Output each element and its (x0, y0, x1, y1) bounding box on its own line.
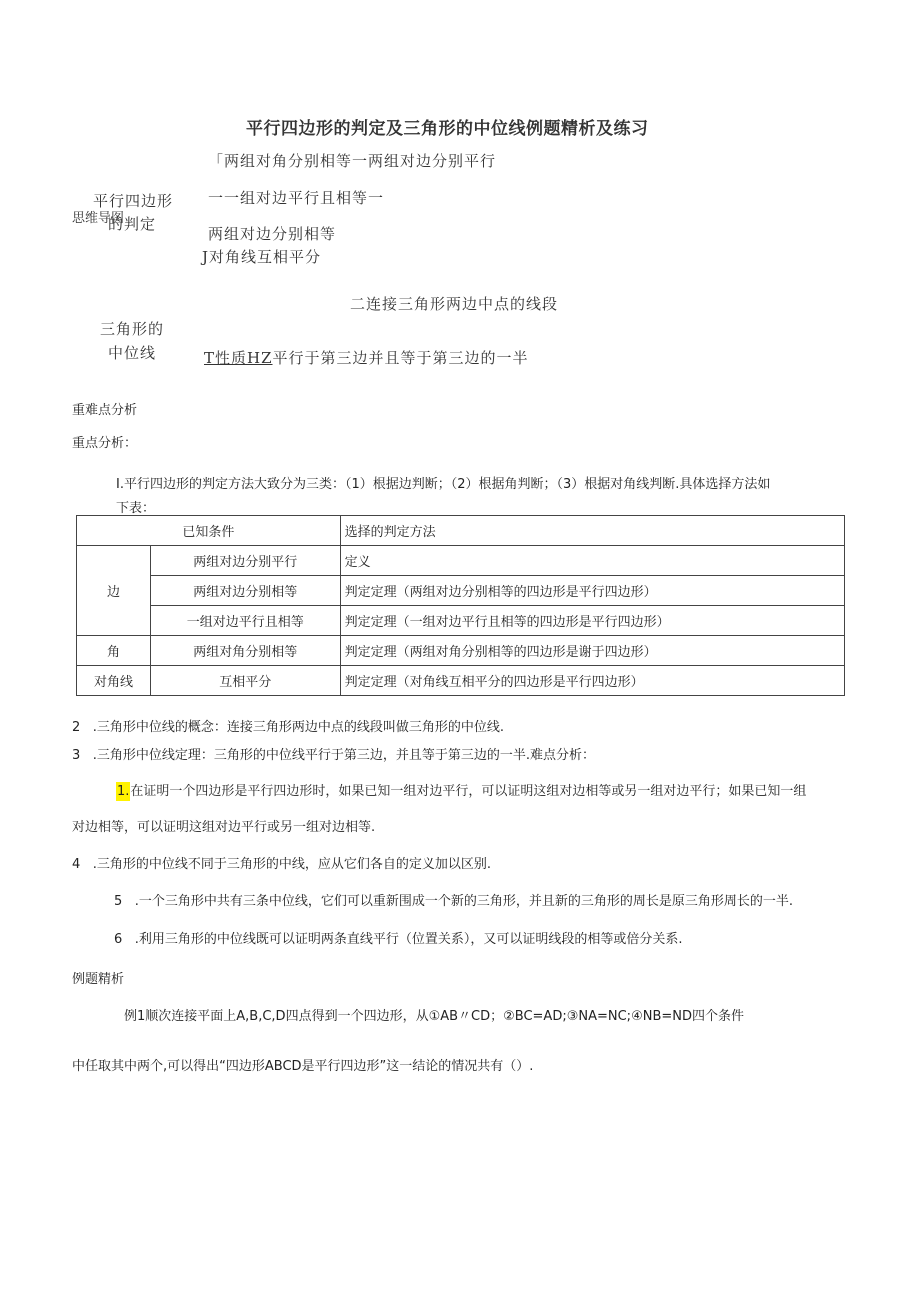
point1-line2: 下表： (116, 501, 156, 516)
condition-cell: 两组对角分别相等 (150, 636, 340, 666)
key-points-heading: 重点分析： (72, 436, 138, 451)
parallelogram-judgement-label-line1: 平行四边形 (93, 192, 174, 210)
header-condition: 已知条件 (77, 516, 341, 546)
difficult1-num: 1. (117, 784, 130, 799)
condition-cell: 一组对边平行且相等 (150, 606, 340, 636)
example1-line2: 中任取其中两个,可以得出“四边形ABCD是平行四边形”这一结论的情况共有（）. (72, 1059, 534, 1074)
mindmap-label: 思维导图 (72, 211, 125, 226)
midline-label-line2: 中位线 (108, 344, 157, 362)
point4-num: 4 (72, 857, 81, 872)
method-cell: 判定定理（两组对角分别相等的四边形是谢于四边形） (340, 636, 844, 666)
point3-text: .三角形中位线定理：三角形的中位线平行于第三边，并且等于第三边的一半.难点分析： (92, 748, 595, 763)
point5-num: 5 (114, 894, 123, 909)
category-side: 边 (77, 546, 151, 636)
parallelogram-judgement-label-line2: 的判定 (108, 215, 157, 233)
point2-num: 2 (72, 720, 81, 735)
method-cell: 定义 (340, 546, 844, 576)
point5-text: .一个三角形中共有三条中位线，它们可以重新围成一个新的三角形，并且新的三角形的周长是原三角形周长的一半. (134, 894, 793, 909)
mindmap-item-2: 一一组对边平行且相等一 (208, 189, 385, 207)
point3 (72, 744, 595, 763)
point1-line1: I.平行四边形的判定方法大致分为三类：（1）根据边判断；（2）根据角判断；（3）根据对角线判断.具体选择方法如 (116, 477, 771, 492)
table-header-row (77, 516, 845, 546)
point6-text: .利用三角形的中位线既可以证明两条直线平行（位置关系），又可以证明线段的相等或倍分关系. (134, 932, 683, 947)
condition-cell: 两组对边分别相等 (150, 576, 340, 606)
point2 (72, 716, 504, 735)
point6-num: 6 (114, 932, 123, 947)
table-row (77, 576, 845, 606)
midline-label-line1: 三角形的 (100, 320, 165, 338)
table-row (77, 666, 845, 696)
difficult1-line2: 对边相等，可以证明这组对边平行或另一组对边相等. (72, 820, 376, 835)
judgement-method-table (76, 515, 845, 696)
method-cell: 判定定理（两组对边分别相等的四边形是平行四边形） (340, 576, 844, 606)
point6 (114, 928, 682, 947)
point4-text: .三角形的中位线不同于三角形的中线，应从它们各自的定义加以区别. (92, 857, 491, 872)
midline-property (204, 347, 529, 368)
condition-cell: 两组对边分别平行 (150, 546, 340, 576)
table-row (77, 546, 845, 576)
mindmap-item-3: 两组对边分别相等 (208, 225, 337, 243)
mindmap-item-1: 「两组对角分别相等一两组对边分别平行 (208, 152, 497, 170)
example1-line1: 例1顺次连接平面上A,B,C,D四点得到一个四边形，从①AB〃CD；②BC=AD;③NA=NC;④NB=ND四个条件 (124, 1009, 744, 1024)
examples-heading: 例题精析 (72, 972, 125, 987)
table-row (77, 636, 845, 666)
point4 (72, 853, 491, 872)
category-diagonal: 对角线 (77, 666, 151, 696)
difficult1-line1 (116, 780, 806, 799)
point3-num: 3 (72, 748, 81, 763)
header-method: 选择的判定方法 (340, 516, 844, 546)
property-text: 平行于第三边并且等于第三边的一半 (272, 349, 529, 367)
condition-cell: 互相平分 (150, 666, 340, 696)
property-prefix: T性质HZ (204, 349, 273, 367)
method-cell: 判定定理（对角线互相平分的四边形是平行四边形） (340, 666, 844, 696)
difficult1-text: 在证明一个四边形是平行四边形时，如果已知一组对边平行，可以证明这组对边相等或另一组对边平行；如果已知一组 (130, 784, 807, 799)
category-angle: 角 (77, 636, 151, 666)
page-title: 平行四边形的判定及三角形的中位线例题精析及练习 (246, 119, 649, 139)
method-cell: 判定定理（一组对边平行且相等的四边形是平行四边形） (340, 606, 844, 636)
point2-text: .三角形中位线的概念：连接三角形两边中点的线段叫做三角形的中位线. (92, 720, 504, 735)
table-row (77, 606, 845, 636)
midline-definition: 二连接三角形两边中点的线段 (350, 295, 559, 313)
analysis-heading: 重难点分析 (72, 403, 138, 418)
point5 (114, 890, 793, 909)
mindmap-item-4: J对角线互相平分 (202, 248, 322, 266)
